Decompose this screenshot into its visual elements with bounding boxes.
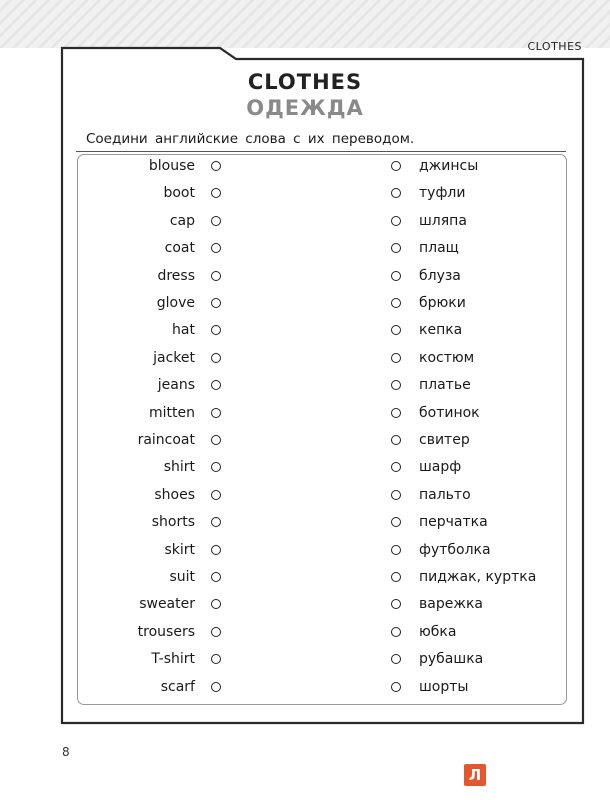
- section-header-label: CLOTHES: [527, 40, 582, 53]
- russian-word: брюки: [419, 295, 466, 311]
- russian-word: рубашка: [419, 651, 484, 668]
- list-item: [0, 374, 610, 396]
- match-dot-right[interactable]: [391, 490, 401, 500]
- english-word: boot: [163, 185, 195, 202]
- match-dot-left[interactable]: [211, 380, 221, 390]
- match-dot-right[interactable]: [391, 243, 401, 253]
- list-item: [0, 265, 610, 287]
- match-dot-right[interactable]: [391, 517, 401, 527]
- exercise-instruction: Соедини английские слова с их переводом.: [86, 131, 415, 147]
- match-dot-right[interactable]: [391, 380, 401, 390]
- match-dot-left[interactable]: [211, 325, 221, 335]
- match-dot-left[interactable]: [211, 490, 221, 500]
- list-item: [0, 593, 610, 615]
- match-dot-right[interactable]: [391, 408, 401, 418]
- match-dot-right[interactable]: [391, 298, 401, 308]
- list-item: [0, 429, 610, 451]
- russian-word: футболка: [419, 541, 491, 558]
- english-word: trousers: [137, 623, 195, 640]
- english-word: shorts: [151, 514, 195, 531]
- match-dot-right[interactable]: [391, 545, 401, 555]
- english-word: scarf: [160, 678, 195, 695]
- match-dot-right[interactable]: [391, 271, 401, 281]
- russian-word: шорты: [419, 678, 469, 695]
- match-dot-left[interactable]: [211, 462, 221, 472]
- match-dot-right[interactable]: [391, 325, 401, 335]
- list-item: [0, 402, 610, 424]
- list-item: [0, 648, 610, 670]
- match-dot-left[interactable]: [211, 435, 221, 445]
- english-word: jeans: [157, 377, 195, 394]
- list-item: [0, 210, 610, 232]
- english-word: mitten: [149, 404, 195, 421]
- english-word: skirt: [164, 541, 195, 558]
- list-item: [0, 237, 610, 259]
- match-dot-left[interactable]: [211, 188, 221, 198]
- match-dot-right[interactable]: [391, 353, 401, 363]
- english-word: coat: [164, 240, 195, 257]
- russian-word: блуза: [419, 267, 461, 284]
- match-dot-left[interactable]: [211, 161, 221, 171]
- english-word: dress: [157, 267, 195, 284]
- page-number: 8: [62, 745, 70, 759]
- match-dot-left[interactable]: [211, 627, 221, 637]
- russian-word: туфли: [419, 185, 466, 202]
- english-word: jacket: [153, 349, 195, 366]
- russian-word: костюм: [419, 349, 475, 366]
- english-word: shirt: [163, 459, 195, 476]
- list-item: [0, 319, 610, 341]
- match-dot-left[interactable]: [211, 271, 221, 281]
- russian-word: шарф: [419, 459, 462, 476]
- list-item: [0, 456, 610, 478]
- match-dot-left[interactable]: [211, 353, 221, 363]
- list-item: [0, 621, 610, 643]
- english-word: raincoat: [137, 432, 195, 448]
- list-item: [0, 292, 610, 314]
- russian-word: пиджак, куртка: [419, 569, 537, 585]
- match-dot-left[interactable]: [211, 243, 221, 253]
- match-dot-left[interactable]: [211, 216, 221, 226]
- russian-word: варежка: [419, 596, 483, 613]
- match-dot-right[interactable]: [391, 188, 401, 198]
- english-word: sweater: [139, 596, 195, 613]
- english-word: cap: [169, 212, 195, 229]
- page-title-russian: ОДЕЖДА: [246, 96, 364, 120]
- match-dot-left[interactable]: [211, 572, 221, 582]
- russian-word: платье: [419, 377, 471, 394]
- english-word: hat: [172, 322, 195, 339]
- english-word: shoes: [154, 486, 195, 503]
- match-dot-left[interactable]: [211, 408, 221, 418]
- list-item: [0, 484, 610, 506]
- english-word: glove: [156, 295, 195, 311]
- match-dot-right[interactable]: [391, 216, 401, 226]
- match-dot-right[interactable]: [391, 682, 401, 692]
- publisher-logo: Л: [464, 764, 486, 786]
- english-word: suit: [169, 569, 195, 585]
- russian-word: перчатка: [419, 514, 488, 531]
- match-dot-left[interactable]: [211, 654, 221, 664]
- page-title-english: CLOTHES: [247, 70, 363, 94]
- match-dot-left[interactable]: [211, 599, 221, 609]
- russian-word: ботинок: [419, 404, 480, 421]
- russian-word: джинсы: [419, 158, 479, 174]
- list-item: [0, 155, 610, 177]
- russian-word: пальто: [419, 486, 471, 503]
- list-item: [0, 347, 610, 369]
- list-item: [0, 566, 610, 588]
- match-dot-right[interactable]: [391, 572, 401, 582]
- match-dot-right[interactable]: [391, 654, 401, 664]
- list-item: [0, 511, 610, 533]
- english-word: T-shirt: [151, 651, 195, 668]
- match-dot-right[interactable]: [391, 435, 401, 445]
- english-word: blouse: [148, 158, 195, 174]
- russian-word: плащ: [419, 240, 459, 257]
- russian-word: шляпа: [419, 212, 467, 229]
- match-dot-left[interactable]: [211, 682, 221, 692]
- match-dot-left[interactable]: [211, 517, 221, 527]
- list-item: [0, 676, 610, 698]
- match-dot-right[interactable]: [391, 462, 401, 472]
- list-item: [0, 182, 610, 204]
- match-dot-right[interactable]: [391, 599, 401, 609]
- russian-word: кепка: [419, 322, 463, 339]
- russian-word: свитер: [419, 432, 470, 448]
- divider-line: [76, 151, 566, 152]
- match-dot-right[interactable]: [391, 161, 401, 171]
- match-dot-left[interactable]: [211, 298, 221, 308]
- match-dot-right[interactable]: [391, 627, 401, 637]
- list-item: [0, 539, 610, 561]
- russian-word: юбка: [419, 623, 457, 640]
- match-dot-left[interactable]: [211, 545, 221, 555]
